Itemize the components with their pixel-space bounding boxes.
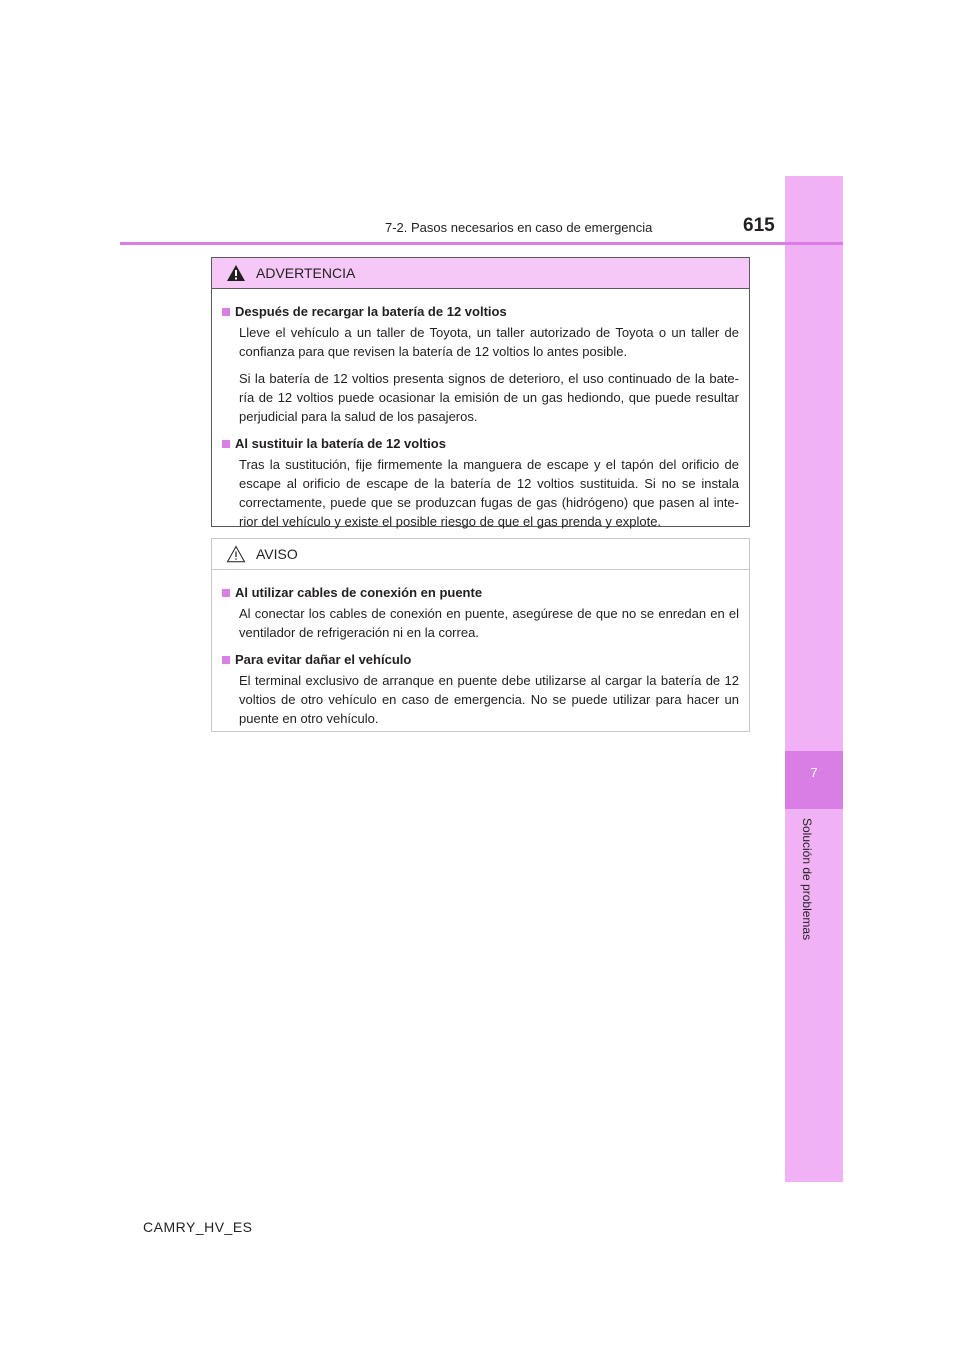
- notice-box: [211, 538, 750, 732]
- notice-item-heading: Al utilizar cables de conexión en puente: [222, 583, 739, 602]
- notice-item-heading: Para evitar dañar el vehículo: [222, 650, 739, 669]
- notice-title: AVISO: [256, 546, 298, 562]
- warning-paragraph: Si la batería de 12 voltios presenta signos de deterioro, el uso continuado de la bate-ría de 12 voltios puede ocasionar la emisión de un gas hediondo, que puede resultar perjudicial para la salud de los pasajeros.: [239, 371, 739, 424]
- square-bullet-icon: [222, 656, 230, 664]
- warning-paragraph: Lleve el vehículo a un taller de Toyota, un taller autorizado de Toyota o un taller de confianza para que revisen la batería de 12 voltios lo antes posible.: [239, 325, 739, 359]
- header-divider: [120, 242, 843, 245]
- warning-header: [212, 258, 749, 289]
- square-bullet-icon: [222, 589, 230, 597]
- notice-header: [212, 539, 749, 570]
- notice-paragraph: El terminal exclusivo de arranque en puente debe utilizarse al cargar la batería de 12 voltios de otro vehículo en caso de emergencia. No se puede utilizar para hacer un puente en otro vehículo.: [239, 673, 739, 726]
- chapter-side-tab: [785, 176, 843, 1182]
- chapter-number-tab: [785, 751, 843, 809]
- square-bullet-icon: [222, 308, 230, 316]
- warning-item-heading: Al sustituir la batería de 12 voltios: [222, 434, 739, 453]
- page-number: 615: [743, 215, 775, 236]
- section-title: 7-2. Pasos necesarios en caso de emergencia: [385, 220, 653, 235]
- warning-item-heading: Después de recargar la batería de 12 voltios: [222, 302, 739, 321]
- manual-code: CAMRY_HV_ES: [143, 1219, 253, 1235]
- warning-title: ADVERTENCIA: [256, 265, 356, 281]
- warning-box: [211, 257, 750, 527]
- warning-triangle-icon: [226, 264, 246, 282]
- notice-paragraph: Al conectar los cables de conexión en puente, asegúrese de que no se enredan en el ventilador de refrigeración ni en la correa.: [239, 606, 739, 640]
- chapter-number: 7: [810, 765, 818, 780]
- warning-paragraph: Tras la sustitución, fije firmemente la manguera de escape y el tapón del orificio de escape al orificio de escape de la batería de 12 voltios sustituida. Si no se instala correctamente, puede que se produzcan fugas de gas (hidrógeno) que pasen al inte-rior del vehículo y existe el posible riesgo de que el gas prenda y explote.: [239, 457, 739, 529]
- square-bullet-icon: [222, 440, 230, 448]
- caution-triangle-outline-icon: [226, 545, 246, 563]
- chapter-label: Solución de problemas: [800, 818, 814, 941]
